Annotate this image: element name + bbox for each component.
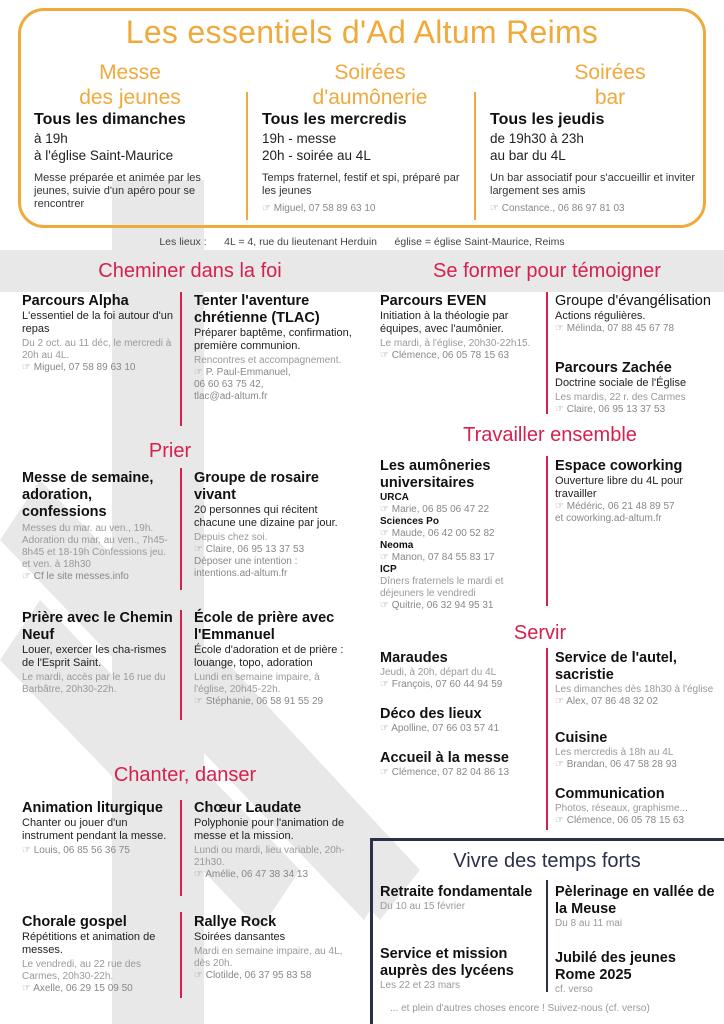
item-service-mission: Service et mission auprès des lycéens Les 22 et 23 mars [380,946,514,991]
divider [180,912,182,998]
item-rosaire: Groupe de rosaire vivant 20 personnes qui récitent chacune une dizaine par jour. Depuis chez soi. ☞ Claire, 06 95 13 37 53 Déposer une intention : intentions.ad-altum.fr [194,470,338,579]
item-chemin-neuf: Prière avec le Chemin Neuf Louer, exercer les cha-rismes de l'Esprit Saint. Le mardi, accès par le 16 rue du Barbâtre, 20h30-22h. [22,610,173,695]
divider [474,92,476,220]
section-foi-title: Cheminer dans la foi [98,260,282,282]
item-tlac: Tenter l'aventure chrétienne (TLAC) Préparer baptême, confirmation, première communion. Rencontres et accompagnement. ☞ P. Paul-Emmanuel, 06 60 63 75 42, tlac@ad-altum.fr [194,293,352,402]
divider [546,456,548,606]
item-cuisine: Cuisine Les mercredis à 18h au 4L ☞ Brandan, 06 47 58 28 93 [555,730,677,770]
divider [546,292,548,414]
item-deco: Déco des lieux ☞ Apolline, 07 66 03 57 41 [380,706,500,734]
item-coworking: Espace coworking Ouverture libre du 4L pour travailler ☞ Médéric, 06 21 48 89 57 et coworking.ad-altum.fr [555,458,683,524]
divider [180,468,182,590]
item-ecole-priere: École de prière avec l'Emmanuel École d'adoration et de prière : louange, topo, adoration Lundi en semaine impaire, à l'église, 20h45-22h. ☞ Stéphanie, 06 58 91 55 29 [194,610,344,707]
item-zachee: Parcours Zachée Doctrine sociale de l'Église Les mardis, 22 r. des Carmes ☞ Claire, 06 95 13 37 53 [555,360,687,415]
item-accueil: Accueil à la messe ☞ Clémence, 07 82 04 86 13 [380,750,510,778]
section-former-title: Se former pour témoigner [433,260,661,282]
footer-note: ... et plein d'autres choses encore ! Suivez-nous (cf. verso) [390,1003,650,1014]
col1-title: Messe des jeunes [79,61,181,109]
divider [180,800,182,896]
item-evangelisation: Groupe d'évangélisation Actions régulières. ☞ Mélinda, 07 88 45 67 78 [555,293,711,334]
col2-body: Tous les mercredis 19h - messe 20h - soirée au 4L Temps fraternel, festif et spi, préparé par les jeunes ☞ Miguel, 07 58 89 63 10 [262,111,460,214]
col1-body: Tous les dimanches à 19h à l'église Saint-Maurice Messe préparée et animée par les jeunes, suivie d'un apéro pour se rencontrer [34,111,201,210]
section-servir-title: Servir [513,622,567,644]
item-retraite: Retraite fondamentale Du 10 au 15 février [380,884,533,912]
item-rallye: Rallye Rock Soirées dansantes Mardi en semaine impaire, au 4L, dès 20h. ☞ Clotilde, 06 37 95 83 58 [194,914,343,981]
col3-body: Tous les jeudis de 19h30 à 23h au bar du 4L Un bar associatif pour s'accueillir et inviter largement ses amis ☞ Constance., 06 86 97 81 03 [490,111,696,214]
item-communication: Communication Photos, réseaux, graphisme... ☞ Clémence, 06 05 78 15 63 [555,786,688,826]
section-travailler-title: Travailler ensemble [463,424,637,446]
item-alpha: Parcours Alpha L'essentiel de la foi autour d'un repas Du 2 oct. au 11 déc, le mercredi à 20h au 4L. ☞ Miguel, 07 58 89 63 10 [22,293,173,373]
section-chanter-title: Chanter, danser [113,764,257,786]
item-laudate: Chœur Laudate Polyphonie pour l'animation de messe et la mission. Lundi ou mardi, lieu variable, 20h-21h30. ☞ Amélie, 06 47 38 34 13 [194,800,345,880]
lieux-line: Les lieux : 4L = 4, rue du lieutenant Herduin église = église Saint-Maurice, Reims [159,236,565,248]
col2-title: Soirées d'aumônerie [312,61,428,109]
section-prier-title: Prier [148,440,192,462]
item-pelerinage: Pèlerinage en vallée de la Meuse Du 8 au 11 mai [555,884,715,929]
item-jubile: Jubilé des jeunes Rome 2025 cf. verso [555,950,676,995]
divider [546,648,548,830]
col3-title: Soirées bar [574,61,646,109]
item-gospel: Chorale gospel Répétitions et animation de messes. Le vendredi, au 22 rue des Carmes, 20h30-22h. ☞ Axelle, 06 29 15 09 50 [22,914,156,994]
item-animation: Animation liturgique Chanter ou jouer d'un instrument pendant la messe. ☞ Louis, 06 85 56 36 75 [22,800,167,856]
page-title: Les essentiels d'Ad Altum Reims [125,14,599,50]
item-messe-semaine: Messe de semaine, adoration, confessions Messes du mar. au ven., 19h. Adoration du mar. au ven., 7h45-8h45 et 18-19h Confessions jeu. et ven. à 18h30 ☞ Cf le site messes.info [22,470,168,582]
item-autel: Service de l'autel, sacristie Les dimanches dès 18h30 à l'église ☞ Alex, 07 86 48 32 02 [555,650,714,707]
divider [180,610,182,720]
divider [546,880,548,992]
item-even: Parcours EVEN Initiation à la théologie par équipes, avec l'aumônier. Le mardi, à l'église, 20h30-22h15. ☞ Clémence, 06 05 78 15 63 [380,293,531,361]
divider [246,92,248,220]
item-aumoneries: Les aumôneries universitaires URCA ☞ Marie, 06 85 06 47 22 Sciences Po ☞ Maude, 06 42 00 52 82 Neoma ☞ Manon, 07 84 55 83 17 ICP Dîners fraternels le mardi et déjeuners le vendredi ☞ Quitrie, 06 32 94 95 31 [380,458,504,611]
section-forts-title: Vivre des temps forts [453,850,641,872]
item-maraudes: Maraudes Jeudi, à 20h, départ du 4L ☞ François, 07 60 44 94 59 [380,650,503,690]
divider [180,292,182,426]
